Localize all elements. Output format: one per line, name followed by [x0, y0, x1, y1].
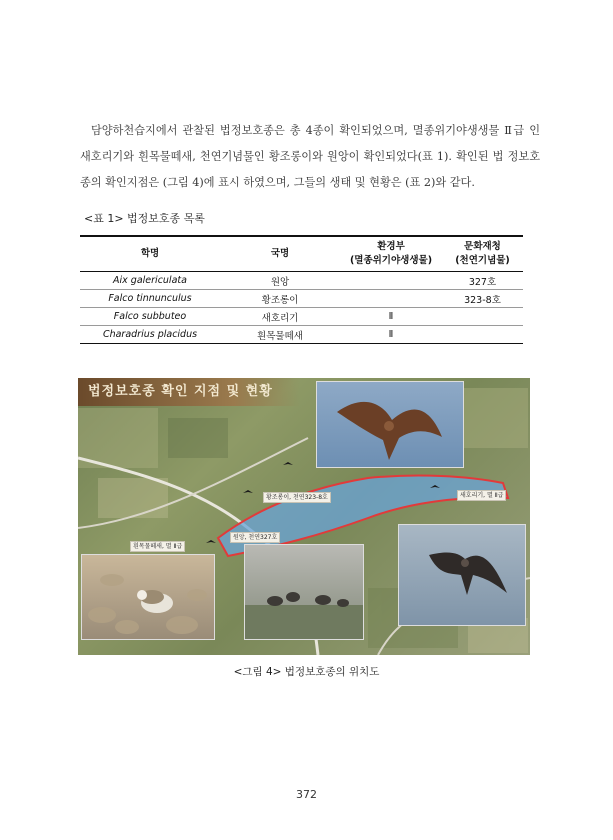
cell-korean: 새호리기: [220, 308, 340, 326]
cell-env: [340, 272, 442, 290]
table-row: [80, 290, 523, 308]
map-title: 법정보호종 확인 지점 및 현황: [78, 378, 300, 406]
cell-korean: 원앙: [220, 272, 340, 290]
header-heritage-line2: (천연기념물): [455, 255, 510, 266]
table-header-row: [80, 236, 523, 272]
header-env-line1: 환경부: [377, 241, 405, 252]
cell-scientific: Falco tinnunculus: [80, 290, 220, 308]
label-plover: 흰목물떼새, 멸 Ⅱ급: [130, 541, 185, 552]
header-scientific-name: 학명: [140, 248, 160, 259]
plover-photo: [81, 554, 215, 640]
cell-heritage: [442, 326, 523, 344]
figure-caption: <그림 4> 법정보호종의 위치도: [233, 666, 380, 678]
hobby-photo: [398, 524, 526, 626]
cell-heritage: [442, 308, 523, 326]
paragraph-line-3: 정보호종의 확인지점은 (그림 4)에 표시 하였으며, 그들의 생태 및 현황은 (표 2)와 같다.: [80, 150, 540, 189]
hobby-bird-icon: [399, 525, 526, 626]
cell-env: Ⅱ: [340, 326, 442, 344]
cell-scientific: Aix galericulata: [80, 272, 220, 290]
mandarin-duck-photo: [244, 544, 364, 640]
duck-group-icon: [245, 545, 364, 640]
protected-species-location-map: [78, 378, 530, 655]
plover-bird-icon: [82, 555, 215, 640]
body-paragraph: [80, 118, 540, 196]
cell-korean: 흰목물떼새: [220, 326, 340, 344]
cell-scientific: Falco subbuteo: [80, 308, 220, 326]
cell-scientific: Charadrius placidus: [80, 326, 220, 344]
paragraph-line-1: 담양하천습지에서 관찰된 법정보호종은 총 4종이 확인되었으며, 멸종위기야생생물 Ⅱ급: [91, 124, 525, 137]
cell-env: [340, 290, 442, 308]
paragraph-line-2: 인 새호리기와 흰목물떼새, 천연기념물인 황조롱이와 원앙이 확인되었다(표 1). 확인된 법: [80, 124, 540, 163]
header-heritage-line1: 문화재청: [464, 241, 501, 252]
label-kestrel: 황조롱이, 천연323-8호: [263, 492, 331, 503]
header-cultural-heritage: [442, 236, 523, 272]
header-ministry-environment: [340, 236, 442, 272]
kestrel-bird-icon: [317, 382, 464, 468]
cell-env: Ⅱ: [340, 308, 442, 326]
label-hobby: 새호리기, 멸 Ⅱ급: [457, 490, 506, 501]
cell-heritage: 327호: [442, 272, 523, 290]
header-korean-name: 국명: [270, 248, 290, 259]
table-row: [80, 326, 523, 344]
cell-korean: 황조롱이: [220, 290, 340, 308]
table-row: [80, 272, 523, 290]
cell-heritage: 323-8호: [442, 290, 523, 308]
table-row: [80, 308, 523, 326]
protected-species-table: [80, 235, 523, 344]
kestrel-photo: [316, 381, 464, 468]
page-number: 372: [296, 788, 317, 801]
table-caption: <표 1> 법정보호종 목록: [84, 212, 205, 225]
header-env-line2: (멸종위기야생생물): [349, 255, 433, 266]
label-mandarin: 원앙, 천연327호: [230, 532, 280, 543]
